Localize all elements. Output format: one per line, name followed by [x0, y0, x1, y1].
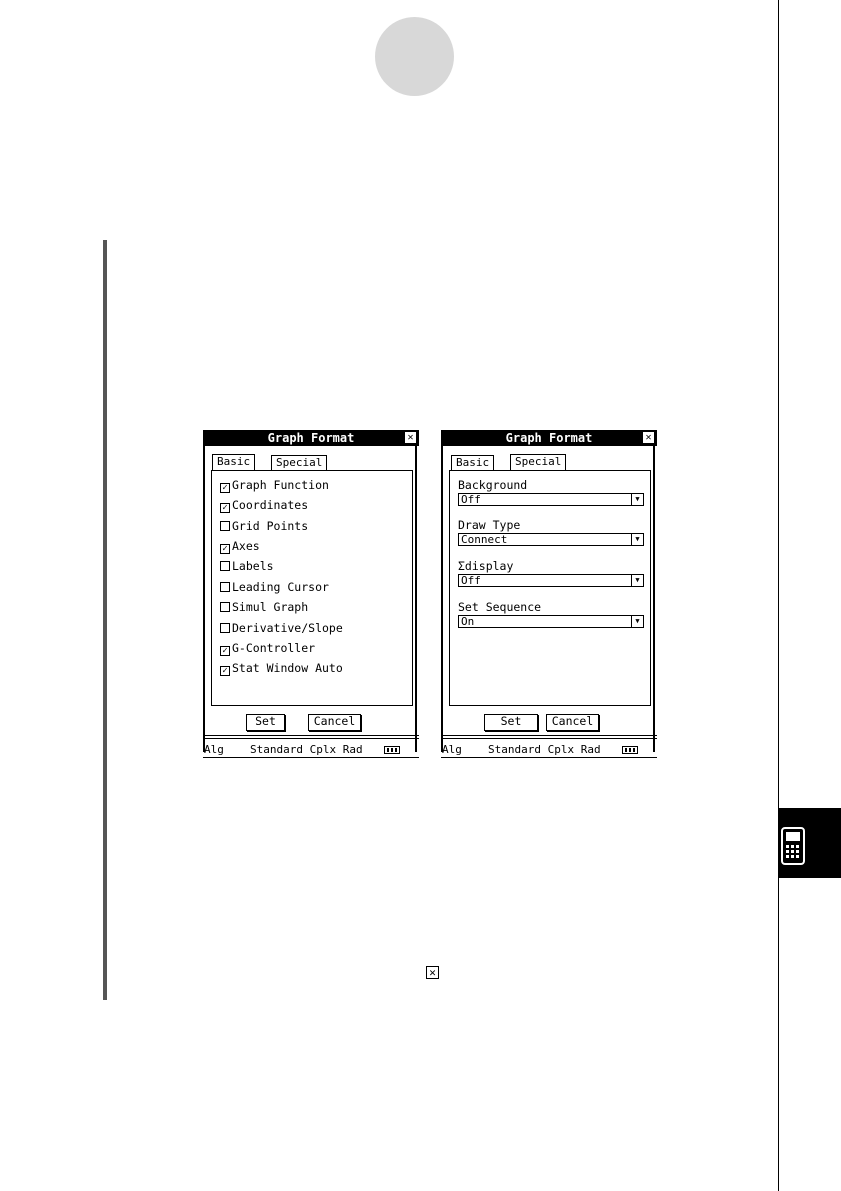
close-icon[interactable]: ✕ [643, 432, 654, 443]
draw-type-label: Draw Type [458, 518, 521, 532]
status-bar [203, 743, 419, 757]
sigma-display-select[interactable]: Off ▼ [458, 574, 644, 587]
tab-special[interactable]: Special [510, 454, 566, 471]
set-sequence-label: Set Sequence [458, 600, 542, 614]
checkbox-simul-graph[interactable]: Simul Graph [220, 600, 308, 614]
sigma-display-label: Σdisplay [458, 559, 514, 573]
basic-panel [211, 470, 413, 706]
draw-type-select[interactable]: Connect ▼ [458, 533, 644, 546]
chevron-down-icon: ▼ [631, 616, 643, 627]
divider [203, 735, 419, 736]
status-info: Standard Cplx Rad [250, 743, 363, 756]
close-icon[interactable]: ✕ [405, 432, 416, 443]
chevron-down-icon: ▼ [631, 494, 643, 505]
page-number-circle [375, 17, 454, 96]
background-select[interactable]: Off ▼ [458, 493, 644, 506]
background-label: Background [458, 478, 528, 492]
checkbox-axes[interactable]: ✓ Axes [220, 539, 260, 554]
section-bar [103, 240, 107, 1000]
set-button[interactable]: Set [246, 714, 285, 731]
tab-basic[interactable]: Basic [212, 454, 255, 471]
cancel-button[interactable]: Cancel [308, 714, 361, 731]
dialog-title: Graph Format [441, 430, 657, 446]
dialog-title: Graph Format [203, 430, 419, 446]
calculator-icon [779, 808, 841, 878]
divider [441, 735, 657, 736]
chevron-down-icon: ▼ [631, 534, 643, 545]
checkbox-grid-points[interactable]: Grid Points [220, 519, 308, 533]
margin-rule [778, 0, 779, 1191]
checkbox-coordinates[interactable]: ✓ Coordinates [220, 498, 308, 513]
tab-special[interactable]: Special [271, 455, 327, 470]
status-mode: Alg [204, 743, 224, 756]
tab-basic[interactable]: Basic [451, 455, 494, 470]
battery-icon [384, 746, 400, 754]
checkbox-g-controller[interactable]: ✓ G-Controller [220, 641, 315, 656]
status-mode: Alg [442, 743, 462, 756]
special-panel [449, 470, 651, 706]
status-bar [441, 743, 657, 757]
set-sequence-select[interactable]: On ▼ [458, 615, 644, 628]
status-info: Standard Cplx Rad [488, 743, 601, 756]
divider [203, 757, 419, 758]
divider [441, 757, 657, 758]
chapter-tab [779, 808, 841, 878]
battery-icon [622, 746, 638, 754]
checkbox-graph-function[interactable]: ✓ Graph Function [220, 478, 329, 493]
close-icon: ✕ [426, 966, 439, 979]
graph-format-dialog-basic [203, 430, 419, 760]
divider [203, 738, 419, 739]
chevron-down-icon: ▼ [631, 575, 643, 586]
divider [441, 738, 657, 739]
set-button[interactable]: Set [484, 714, 538, 731]
checkbox-leading-cursor[interactable]: Leading Cursor [220, 580, 329, 594]
checkbox-labels[interactable]: Labels [220, 559, 274, 573]
cancel-button[interactable]: Cancel [546, 714, 599, 731]
checkbox-derivative-slope[interactable]: Derivative/Slope [220, 621, 343, 635]
checkbox-stat-window-auto[interactable]: ✓ Stat Window Auto [220, 661, 343, 676]
graph-format-dialog-special [441, 430, 657, 760]
